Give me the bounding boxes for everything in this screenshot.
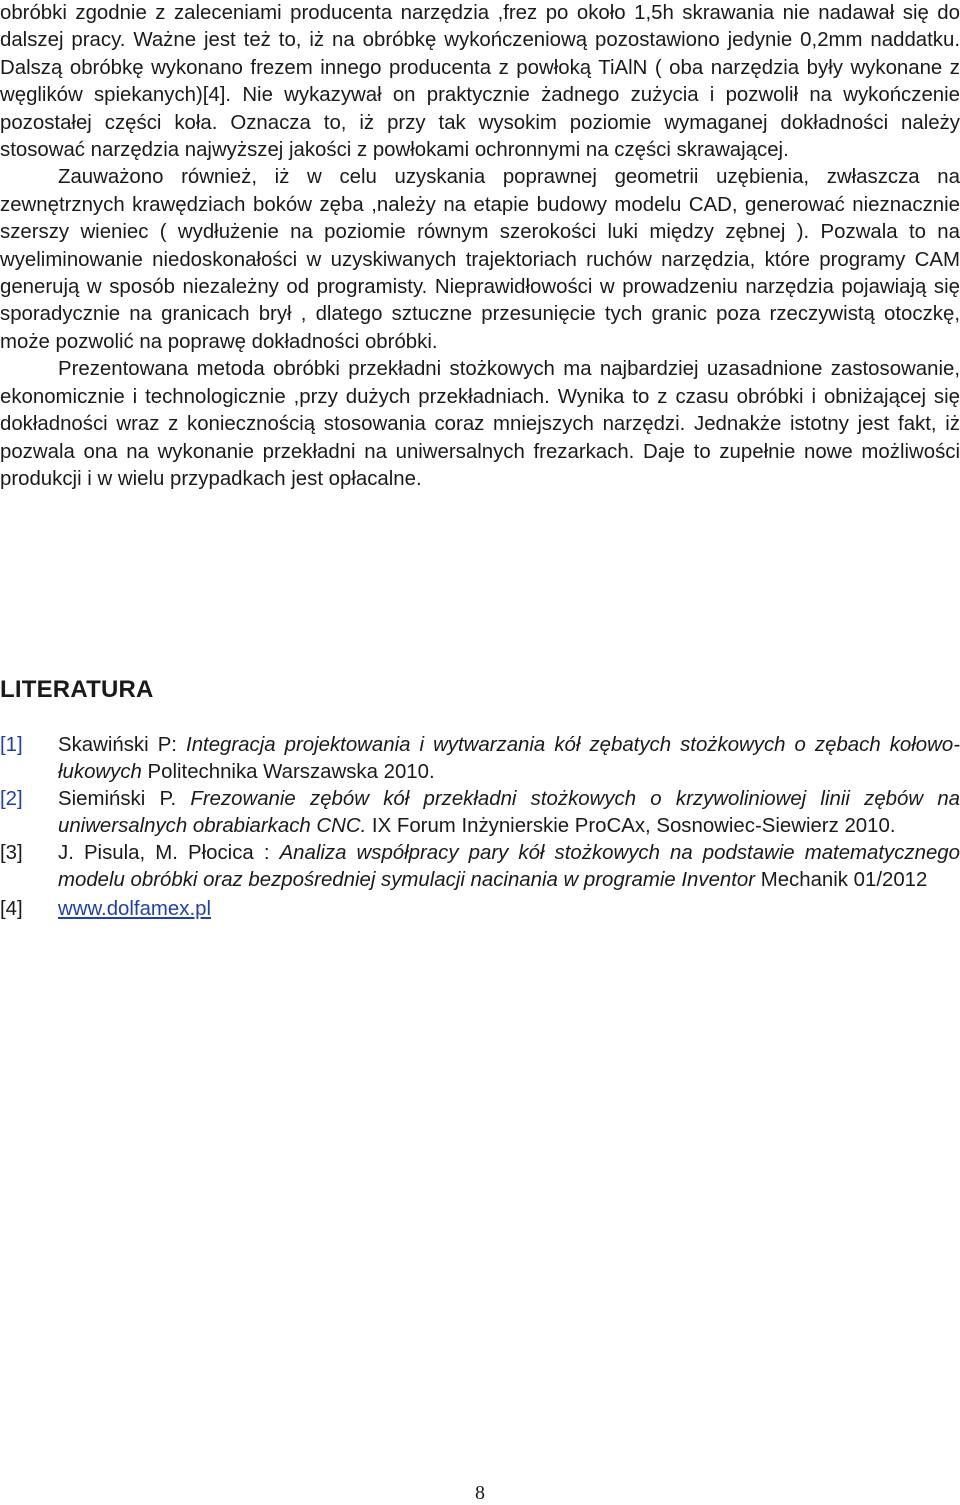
reference-link[interactable]: www.dolfamex.pl <box>58 898 211 920</box>
reference-item <box>0 786 960 840</box>
reference-item <box>0 840 960 894</box>
paragraph-2: Zauważono również, iż w celu uzyskania poprawnej geometrii uzębienia, zwłaszcza na zewnętrznych krawędziach boków zęba ,należy na etapie budowy modelu CAD, generować nieznacznie szerszy wieniec ( wydłużenie na poziomie równym szerokości luki między zębnej ). Pozwala to na wyeliminowanie niedoskonałości w uzyskiwanych trajektoriach ruchów narzędzia, które programy CAM generują w sposób niezależny od programisty. Nieprawidłowości w prowadzeniu narzędzia pojawiają się sporadycznie na granicach brył , dlatego sztuczne przesunięcie tych granic poza rzeczywistą otoczkę, może pozwolić na poprawę dokładności obróbki. <box>0 166 960 353</box>
reference-author: J. Pisula, M. Płocica : <box>58 842 280 864</box>
reference-number: [1] <box>0 734 23 756</box>
reference-author: Siemiński P. <box>58 788 191 810</box>
reference-item <box>0 732 960 786</box>
reference-list <box>0 732 960 923</box>
reference-title: Frezowanie zębów kół przekładni stożkowych o krzywoliniowej linii zębów na uniwersalnych obrabiarkach CNC. <box>58 788 960 837</box>
reference-title: Integracja projektowania i wytwarzania kół zębatych stożkowych o zębach kołowo-łukowych <box>58 734 960 783</box>
reference-title: Analiza współpracy pary kół stożkowych na podstawie matematycznego modelu obróbki oraz bezpośredniej symulacji nacinania w programie Inventor <box>58 842 960 891</box>
section-title: LITERATURA <box>0 676 154 703</box>
page-number: 8 <box>475 1482 485 1504</box>
reference-number: [4] <box>0 898 23 920</box>
reference-item <box>0 896 960 923</box>
paragraph-3: Prezentowana metoda obróbki przekładni stożkowych ma najbardziej uzasadnione zastosowanie, ekonomicznie i technologicznie ,przy dużych przekładniach. Wynika to z czasu obróbki i obniżającej się dokładności wraz z koniecznością stosowania coraz mniejszych narzędzi. Jednakże istotny jest fakt, iż pozwala ona na wykonanie przekładni na uniwersalnych frezarkach. Daje to zupełnie nowe możliwości produkcji i w wielu przypadkach jest opłacalne. <box>0 358 960 490</box>
reference-source: Mechanik 01/2012 <box>755 869 928 891</box>
reference-source: Politechnika Warszawska 2010. <box>141 761 435 783</box>
reference-author: Skawiński P: <box>58 734 187 756</box>
body-text <box>0 0 960 493</box>
reference-number: [2] <box>0 788 23 810</box>
reference-number: [3] <box>0 842 23 864</box>
paragraph-1: obróbki zgodnie z zaleceniami producenta narzędzia ,frez po około 1,5h skrawania nie nadawał się do dalszej pracy. Ważne jest też to, iż na obróbkę wykończeniową pozostawiono jedynie 0,2mm naddatku. Dalszą obróbkę wykonano frezem innego producenta z powłoką TiAlN ( oba narzędzia były wykonane z węglików spiekanych)[4]. Nie wykazywał on praktycznie żadnego zużycia i pozwolił na wykończenie pozostałej części koła. Oznacza to, iż przy tak wysokim poziomie wymaganej dokładności należy stosować narzędzia najwyższej jakości z powłokami ochronnymi na części skrawającej. <box>0 2 960 162</box>
reference-source: IX Forum Inżynierskie ProCAx, Sosnowiec-Siewierz 2010. <box>366 815 896 837</box>
